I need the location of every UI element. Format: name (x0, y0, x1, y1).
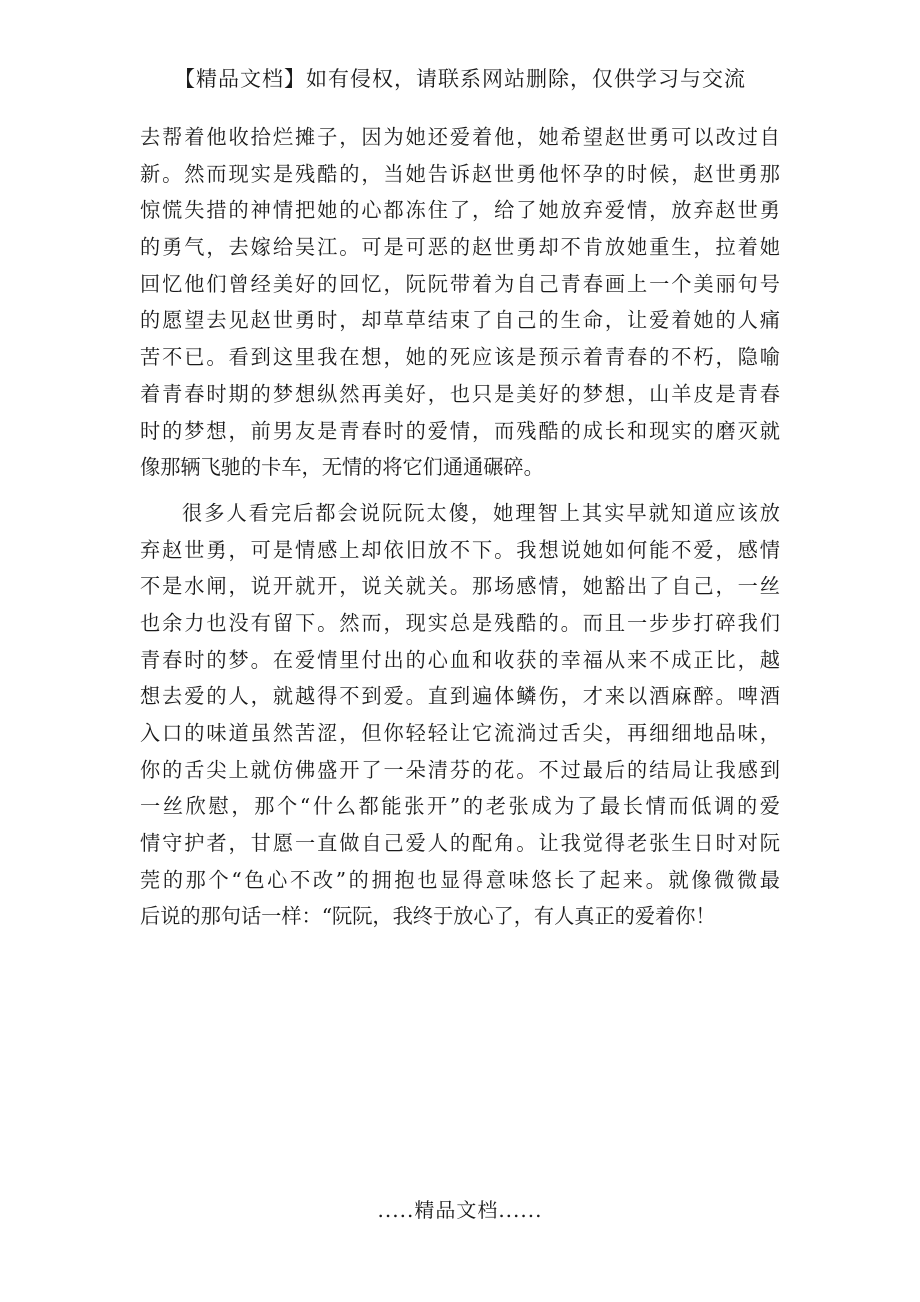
paragraph-1 (140, 119, 780, 486)
paragraph-2 (140, 495, 780, 935)
text-line: 不是水闸，说开就开，说关就关。那场感情，她豁出了自己，一丝 (140, 574, 780, 599)
text-line: 你的舌尖上就仿佛盛开了一朵清芬的花。不过最后的结局让我感到 (140, 757, 780, 782)
document-body (140, 119, 780, 935)
text-line: 情守护者，甘愿一直做自己爱人的配角。让我觉得老张生日时对阮 (140, 831, 780, 856)
text-line: 一丝欣慰，那个“什么都能张开”的老张成为了最长情而低调的爱 (140, 794, 780, 819)
text-line: 苦不已。看到这里我在想，她的死应该是预示着青春的不朽，隐喻 (140, 345, 780, 370)
paragraph-gap (140, 486, 780, 495)
page-header: 【精品文档】如有侵权，请联系网站删除，仅供学习与交流 (174, 67, 746, 91)
text-line: 新。然而现实是残酷的，当她告诉赵世勇他怀孕的时候，赵世勇那 (140, 161, 780, 186)
text-line: 像那辆飞驰的卡车，无情的将它们通通碾碎。 (140, 455, 544, 480)
text-line: 的勇气，去嫁给吴江。可是可恶的赵世勇却不肯放她重生，拉着她 (140, 235, 780, 260)
text-line: 时的梦想，前男友是青春时的爱情，而残酷的成长和现实的磨灭就 (140, 418, 780, 443)
text-line: 莞的那个“色心不改”的拥抱也显得意味悠长了起来。就像微微最 (140, 867, 780, 892)
text-line: 想去爱的人，就越得不到爱。直到遍体鳞伤，才来以酒麻醉。啤酒 (140, 684, 780, 709)
text-line: 回忆他们曾经美好的回忆，阮阮带着为自己青春画上一个美丽句号 (140, 271, 780, 296)
text-line: 后说的那句话一样：“阮阮，我终于放心了，有人真正的爱着你！ (140, 904, 716, 929)
text-line: 入口的味道虽然苦涩，但你轻轻让它流淌过舌尖，再细细地品味， (140, 721, 780, 745)
text-line: 青春时的梦。在爱情里付出的心血和收获的幸福从来不成正比，越 (140, 647, 780, 672)
text-line: 着青春时期的梦想纵然再美好，也只是美好的梦想，山羊皮是青春 (140, 381, 780, 406)
text-line: 惊慌失措的神情把她的心都冻住了，给了她放弃爱情，放弃赵世勇 (140, 198, 780, 223)
text-line: 的愿望去见赵世勇时，却草草结束了自己的生命，让爱着她的人痛 (140, 308, 780, 333)
text-line: 也余力也没有留下。然而，现实总是残酷的。而且一步步打碎我们 (140, 610, 780, 635)
text-line: 弃赵世勇，可是情感上却依旧放不下。我想说她如何能不爱，感情 (140, 537, 780, 562)
text-line: 去帮着他收拾烂摊子，因为她还爱着他，她希望赵世勇可以改过自 (140, 125, 780, 149)
text-line: 很多人看完后都会说阮阮太傻，她理智上其实早就知道应该放 (182, 500, 780, 525)
page-footer: .....精品文档...... (377, 1198, 543, 1222)
